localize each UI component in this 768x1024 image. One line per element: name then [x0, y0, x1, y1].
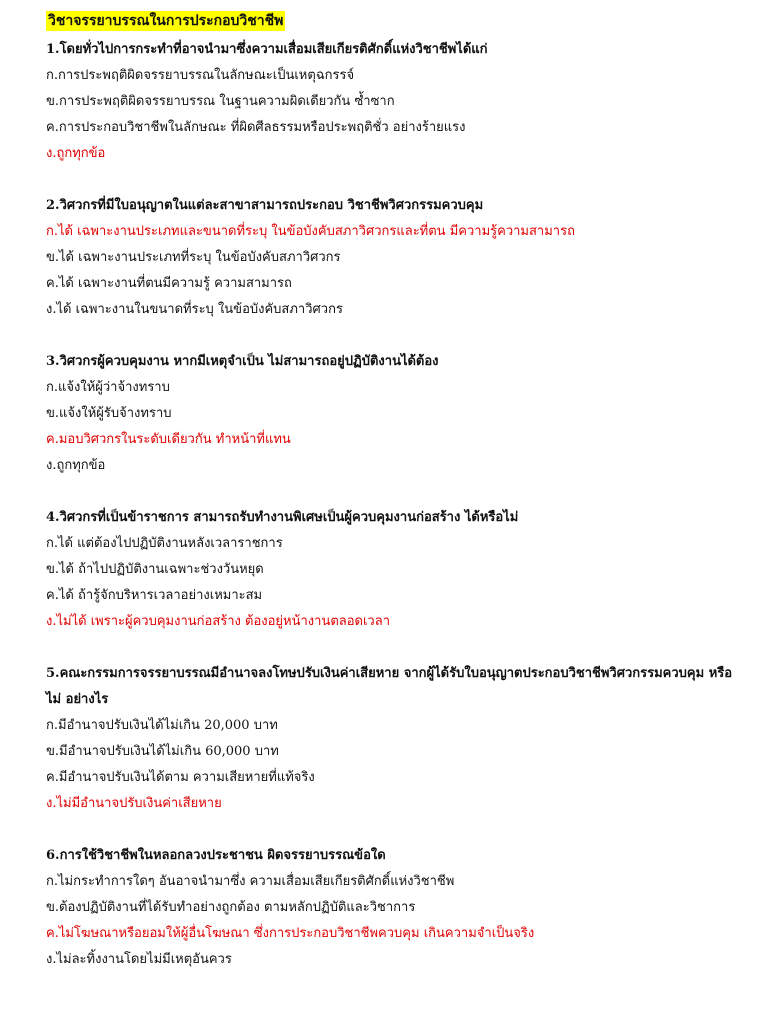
option-a: ก.ได้ เฉพาะงานประเภทและขนาดที่ระบุ ในข้อบังคับสภาวิศวกรและที่ตน มีความรู้ความสามารถ	[46, 224, 575, 239]
option-c: ค.ไม่โฆษณาหรือยอมให้ผู้อื่นโฆษณา ซึ่งการประกอบวิชาชีพควบคุม เกินความจำเป็นจริง	[46, 926, 535, 941]
document-page	[46, 10, 746, 999]
option-d: ง.ถูกทุกข้อ	[46, 146, 106, 161]
question-text: 5.คณะกรรมการจรรยาบรรณมีอำนาจลงโทษปรับเงินค่าเสียหาย จากผู้ได้รับใบอนุญาตประกอบวิชาชีพวิศวกรรมควบคุม หรือไม่ อย่างไร	[46, 666, 733, 707]
option-b: ข.ได้ ถ้าไปปฏิบัติงานเฉพาะช่วงวันหยุด	[46, 562, 264, 577]
option-c: ค.มอบวิศวกรในระดับเดียวกัน ทำหน้าที่แทน	[46, 432, 291, 447]
question-text: 4.วิศวกรที่เป็นข้าราชการ สามารถรับทำงานพิเศษเป็นผู้ควบคุมงานก่อสร้าง ได้หรือไม่	[46, 510, 519, 525]
option-d: ง.ไม่มีอำนาจปรับเงินค่าเสียหาย	[46, 796, 222, 811]
option-a: ก.มีอำนาจปรับเงินได้ไม่เกิน 20,000 บาท	[46, 718, 278, 733]
question-6	[46, 843, 746, 973]
option-d: ง.ถูกทุกข้อ	[46, 458, 106, 473]
option-a: ก.แจ้งให้ผู้ว่าจ้างทราบ	[46, 380, 170, 395]
option-b: ข.การประพฤติผิดจรรยาบรรณ ในฐานความผิดเดียวกัน ซ้ำซาก	[46, 94, 395, 109]
option-b: ข.มีอำนาจปรับเงินได้ไม่เกิน 60,000 บาท	[46, 744, 279, 759]
option-a: ก.ได้ แต่ต้องไปปฏิบัติงานหลังเวลาราชการ	[46, 536, 283, 551]
question-text: 6.การใช้วิชาชีพในหลอกลวงประชาชน ผิดจรรยาบรรณข้อใด	[46, 848, 386, 863]
document-title: วิชาจรรยาบรรณในการประกอบวิชาชีพ	[48, 13, 284, 29]
question-5	[46, 661, 746, 817]
question-3	[46, 349, 746, 479]
question-2	[46, 193, 746, 323]
option-b: ข.แจ้งให้ผู้รับจ้างทราบ	[46, 406, 172, 421]
option-a: ก.การประพฤติผิดจรรยาบรรณในลักษณะเป็นเหตุฉกรรจ์	[46, 68, 355, 83]
option-c: ค.การประกอบวิชาชีพในลักษณะ ที่ผิดศีลธรรมหรือประพฤติชั่ว อย่างร้ายแรง	[46, 120, 466, 135]
option-a: ก.ไม่กระทำการใดๆ อันอาจนำมาซึ่ง ความเสื่อมเสียเกียรติศักดิ์แห่งวิชาชีพ	[46, 874, 455, 889]
question-text: 1.โดยทั่วไปการกระทำที่อาจนำมาซึ่งความเสื่อมเสียเกียรติศักดิ์แห่งวิชาชีพได้แก่	[46, 42, 488, 57]
question-text: 3.วิศวกรผู้ควบคุมงาน หากมีเหตุจำเป็น ไม่สามารถอยู่ปฏิบัติงานได้ต้อง	[46, 354, 439, 369]
question-text: 2.วิศวกรที่มีใบอนุญาตในแต่ละสาขาสามารถประกอบ วิชาชีพวิศวกรรมควบคุม	[46, 198, 484, 213]
question-4	[46, 505, 746, 635]
option-b: ข.ได้ เฉพาะงานประเภทที่ระบุ ในข้อบังคับสภาวิศวกร	[46, 250, 341, 265]
option-d: ง.ไม่ได้ เพราะผู้ควบคุมงานก่อสร้าง ต้องอยู่หน้างานตลอดเวลา	[46, 614, 390, 629]
option-d: ง.ได้ เฉพาะงานในขนาดที่ระบุ ในข้อบังคับสภาวิศวกร	[46, 302, 343, 317]
question-1	[46, 37, 746, 167]
option-c: ค.ได้ เฉพาะงานที่ตนมีความรู้ ความสามารถ	[46, 276, 292, 291]
option-c: ค.มีอำนาจปรับเงินได้ตาม ความเสียหายที่แท้จริง	[46, 770, 315, 785]
option-c: ค.ได้ ถ้ารู้จักบริหารเวลาอย่างเหมาะสม	[46, 588, 263, 603]
option-b: ข.ต้องปฏิบัติงานที่ได้รับทำอย่างถูกต้อง ตามหลักปฏิบัติและวิชาการ	[46, 900, 416, 915]
option-d: ง.ไม่ละทิ้งงานโดยไม่มีเหตุอันควร	[46, 952, 232, 967]
